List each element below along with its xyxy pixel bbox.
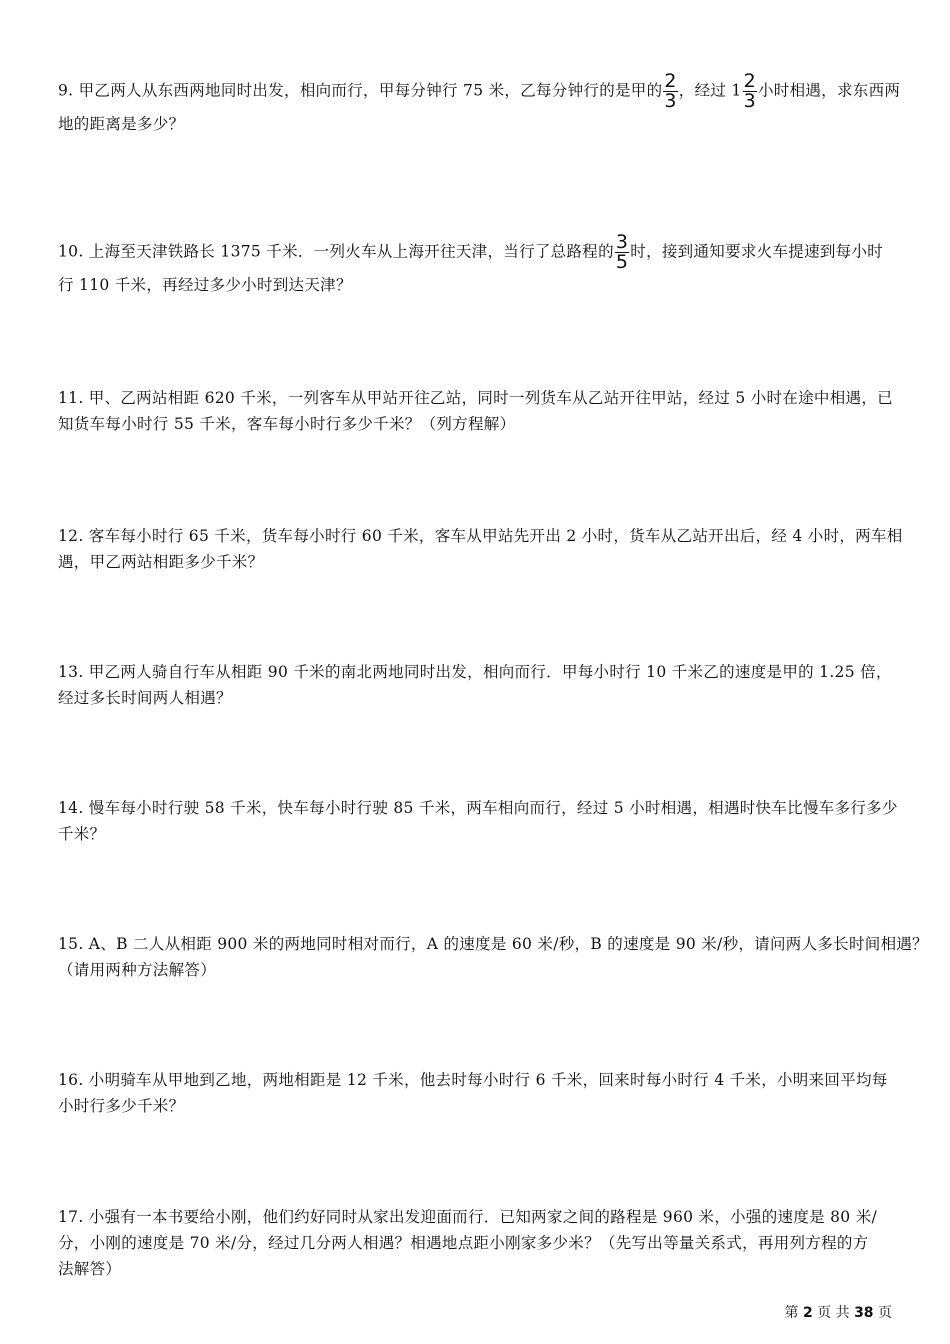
question-9-line-1 [58,70,901,112]
question-9 [58,70,901,137]
question-10-line-1 [58,233,898,272]
question-15-line-2: （请用两种方法解答） [58,961,217,979]
mixed-fraction-part [743,72,757,111]
fraction-denominator: 3 [743,90,756,112]
question-11-line-2: 知货车每小时行 55 千米，客车每小时行多少千米？（列方程解） [58,415,516,433]
fraction-two-thirds [663,72,677,111]
question-12 [58,523,903,575]
question-10 [58,233,898,298]
question-10-text-b: 时，接到通知要求火车提速到每小时 [630,242,884,261]
question-14-line-1: 14. 慢车每小时行驶 58 千米，快车每小时行驶 85 千米，两车相向而行，经过 5 小时相遇，相遇时快车比慢车多行多少 [58,799,898,817]
question-12-line-1: 12. 客车每小时行 65 千米，货车每小时行 60 千米，客车从甲站先开出 2 小时，货车从乙站开出后，经 4 小时，两车相 [58,527,903,545]
question-15 [58,931,928,983]
question-17-line-3: 法解答） [58,1260,122,1278]
fraction-denominator: 5 [615,251,629,273]
fraction-numerator: 2 [743,70,756,92]
question-17 [58,1204,898,1282]
question-15-line-1: 15. A、B 二人从相距 900 米的两地同时相对而行，A 的速度是 60 米/秒，B 的速度是 90 米/秒，请问两人多长时间相遇？ [58,935,928,953]
question-9-line-2: 地的距离是多少？ [58,115,185,133]
question-16 [58,1067,898,1119]
question-16-line-2: 小时行多少千米？ [58,1097,185,1115]
footer-suffix: 页 [878,1305,892,1321]
question-9-text-b: ，经过 1 [678,81,742,100]
question-16-line-1: 16. 小明骑车从甲地到乙地，两地相距是 12 千米，他去时每小时行 6 千米，回来时每小时行 4 千米，小明来回平均每 [58,1071,888,1089]
question-13 [58,659,898,711]
question-9-text-a: 9. 甲乙两人从东西两地同时出发，相向而行，甲每分钟行 75 米，乙每分钟行的是甲的 [58,81,663,100]
question-14-line-2: 千米？ [58,825,106,843]
current-page-number: 2 [802,1305,813,1321]
page-footer [785,1302,893,1322]
total-page-count: 38 [854,1305,874,1321]
fraction-numerator: 3 [615,231,629,253]
question-14 [58,795,898,847]
question-10-line-2: 行 110 千米，再经过多少小时到达天津？ [58,276,352,294]
fraction-denominator: 3 [664,90,677,112]
fraction-three-fifths [615,233,629,272]
footer-middle: 页 共 [817,1305,850,1321]
question-10-text-a: 10. 上海至天津铁路长 1375 千米．一列火车从上海开往天津，当行了总路程的 [58,242,614,261]
question-9-text-c: 小时相遇，求东西两 [757,81,901,100]
fraction-numerator: 2 [664,70,677,92]
question-17-line-2: 分，小刚的速度是 70 米/分，经过几分两人相遇？相遇地点距小刚家多少米？（先写出等量关系式，再用列方程的方 [58,1234,869,1252]
question-12-line-2: 遇，甲乙两站相距多少千米？ [58,553,264,571]
question-17-line-1: 17. 小强有一本书要给小刚，他们约好同时从家出发迎面而行．已知两家之间的路程是 960 米，小强的速度是 80 米/ [58,1208,878,1226]
question-11-line-1: 11. 甲、乙两站相距 620 千米，一列客车从甲站开往乙站，同时一列货车从乙站开往甲站，经过 5 小时在途中相遇，已 [58,389,893,407]
question-11 [58,385,898,437]
footer-prefix: 第 [784,1305,799,1321]
question-13-line-2: 经过多长时间两人相遇？ [58,689,232,707]
question-13-line-1: 13. 甲乙两人骑自行车从相距 90 千米的南北两地同时出发，相向而行．甲每小时行 10 千米乙的速度是甲的 1.25 倍， [58,663,892,681]
